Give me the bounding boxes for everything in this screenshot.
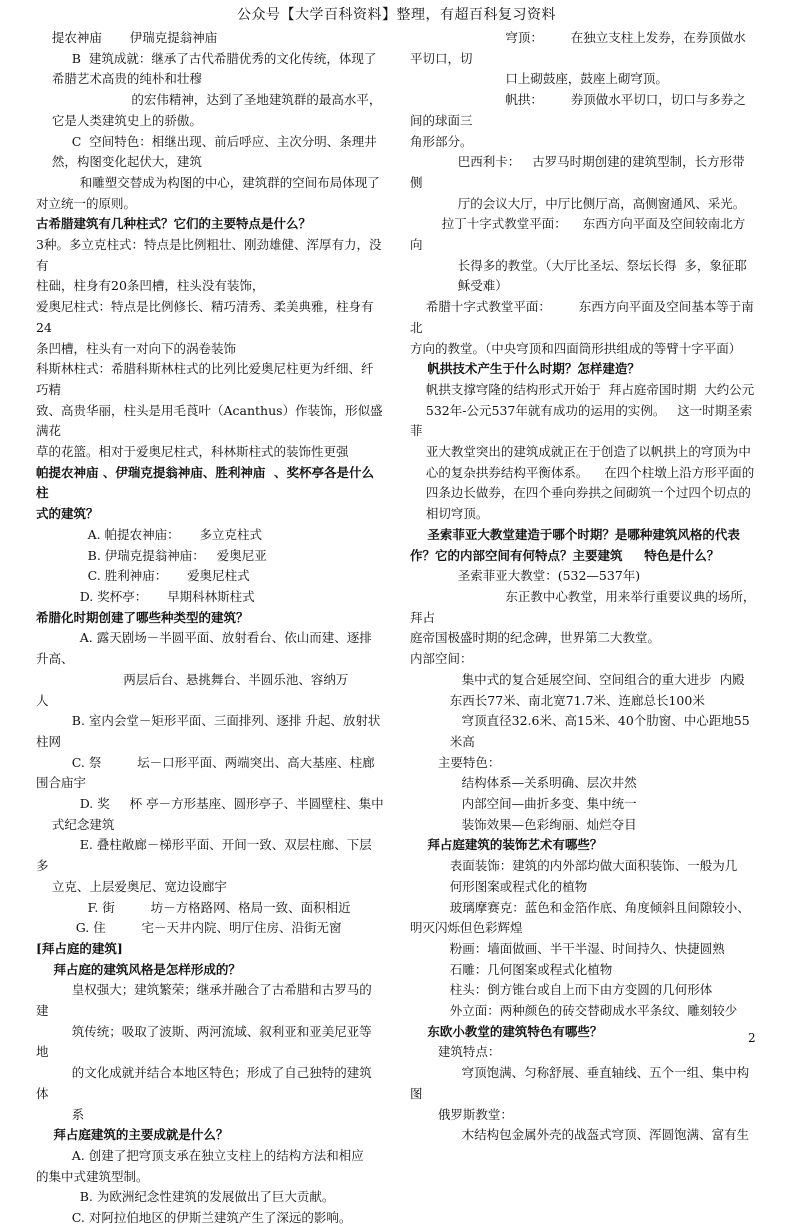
text-line: 长得多的教堂。（大厅比圣坛、祭坛长得 多，象征耶 (410, 257, 747, 273)
text-line: 何形图案或程式化的植物 (410, 878, 588, 894)
text-line: 围合庙宇 (36, 775, 87, 791)
text-line: 帆拱支撑穹隆的结构形式开始于 拜占庭帝国时期 大约公元 (410, 381, 755, 397)
text-line: 致、高贵华丽，柱头是用毛莨叶（Acanthus）作装饰，形似盛满花 (36, 402, 383, 439)
text-line: A. 露天剧场－半圆平面、放射看台、依山而建、逐排升高、 (36, 630, 372, 667)
text-line: 图 (410, 1085, 423, 1101)
text-line: 圣索菲亚大教堂：(532—537年) (410, 568, 641, 584)
text-line: 玻璃摩赛克：蓝色和金箔作底、角度倾斜且间隙较小、 (410, 899, 750, 915)
text-line: 立克、上层爱奥尼、宽边设廊宇 (36, 878, 227, 894)
section-heading: 帕提农神庙 、伊瑞克提翁神庙、胜利神庙 、奖杯亭各是什么柱 (36, 464, 375, 501)
text-line: 心的复杂拱券结构平衡体系。 在四个柱墩上沿方形平面的 (410, 464, 755, 480)
section-heading: 圣索菲亚大教堂建造于哪个时期？是哪种建筑风格的代表 (410, 526, 740, 542)
text-line: D. 奖杯亭： 早期科林斯柱式 (36, 588, 255, 604)
text-line: 的文化成就并结合本地区特色；形成了自己独特的建筑体 (36, 1065, 372, 1101)
section-heading: 式的建筑？ (36, 506, 99, 522)
text-line: 口上砌鼓座，鼓座上砌穹顶。 (410, 71, 668, 87)
text-line: 石雕：几何图案或程式化植物 (410, 961, 613, 977)
text-line: 建筑特点： (410, 1044, 501, 1060)
text-line: 相切穹顶。 (410, 506, 489, 522)
text-line: A. 创建了把穹顶支承在独立支柱上的结构方法和相应 (36, 1147, 364, 1163)
text-line: F. 街 坊－方格路网、格局一致、面积相近 (36, 899, 351, 915)
text-line: 人 (36, 692, 49, 708)
text-line: C. 对阿拉伯地区的伊斯兰建筑产生了深远的影响。 (36, 1210, 352, 1226)
text-line: 的宏伟精神，达到了圣地建筑群的最高水平， (36, 92, 382, 108)
text-line: 表面装饰：建筑的内外部均做大面积装饰、一般为几 (410, 858, 738, 874)
section-heading: 希腊化时期创建了哪些种类型的建筑？ (36, 609, 249, 625)
section-heading: 拜占庭的建筑风格是怎样形成的？ (36, 961, 241, 977)
text-line: 皇权强大；建筑繁荣；继承并融合了古希腊和古罗马的建 (36, 982, 372, 1019)
text-line: 式纪念建筑 (36, 816, 115, 832)
text-line: 粉画：墙面做画、半干半湿、时间持久、快捷圆熟 (410, 940, 725, 956)
text-line: D. 奖 杯 亭－方形基座、圆形亭子、半圆壁柱、集中 (36, 796, 384, 812)
text-line: 草的花篮。相对于爱奥尼柱式，科林斯柱式的装饰性更强 (36, 444, 349, 460)
text-line: 木结构包金属外壳的战盔式穹顶、浑圆饱满、富有生 (410, 1127, 750, 1143)
text-line: 米高 (410, 733, 475, 749)
text-line: 希腊艺术高贵的纯朴和壮穆 (36, 71, 202, 87)
text-line: 角形部分。 (410, 133, 473, 149)
text-line: 装饰效果—色彩绚丽、灿烂夺目 (410, 816, 637, 832)
text-line: 穹顶饱满、匀称舒展、垂直轴线、五个一组、集中构 (410, 1065, 750, 1081)
text-line: 主要特色： (410, 754, 501, 770)
text-line: 条凹槽，柱头有一对向下的涡卷装饰 (36, 340, 237, 356)
text-line: C. 祭 坛－口形平面、两端突出、高大基座、柱廊 (36, 754, 375, 770)
section-heading: 帆拱技术产生于什么时期？怎样建造？ (410, 361, 640, 377)
section-heading: 作？它的内部空间有何特点？主要建筑 特色是什么？ (410, 547, 720, 563)
text-line: 内部空间—曲折多变、集中统一 (410, 796, 637, 812)
text-line: 柱网 (36, 733, 62, 749)
text-line: 它是人类建筑史上的骄傲。 (36, 112, 202, 128)
right-column (410, 28, 757, 1146)
text-line: 爱奥尼柱式：特点是比例修长、精巧清秀、柔美典雅，柱身有 24 (36, 299, 382, 335)
text-line: B. 室内会堂－矩形平面、三面排列、逐排 升起、放射状 (36, 713, 381, 729)
text-line: B 建筑成就：继承了古代希腊优秀的文化传统，体现了 (36, 50, 377, 66)
text-line: 筑传统；吸取了波斯、两河流域、叙利亚和亚美尼亚等地 (36, 1023, 372, 1060)
section-heading: 东欧小教堂的建筑特色有哪些？ (410, 1023, 603, 1039)
text-line: 系 (36, 1106, 85, 1122)
left-column (36, 28, 384, 1229)
section-heading: [拜占庭的建筑] (36, 940, 123, 956)
text-line: 俄罗斯教堂： (410, 1106, 513, 1122)
text-line: 东西长77米、南北宽71.7米、连廊总长100米 (410, 692, 705, 708)
text-line: 穹顶： 在独立支柱上发券，在券顶做水平切口，切 (410, 30, 746, 66)
text-line: B. 伊瑞克提翁神庙： 爱奥尼亚 (36, 547, 267, 563)
text-line: 两层后台、悬挑舞台、半圆乐池、容纳万 (36, 671, 349, 687)
text-line: 庭帝国极盛时期的纪念碑，世界第二大教堂。 (410, 630, 661, 646)
text-line: 亚大教堂突出的建筑成就正在于创造了以帆拱上的穹顶为中 (410, 444, 751, 460)
text-line: 外立面：两种颜色的砖交替砌成水平条纹、雕刻较少 (410, 1003, 738, 1019)
text-line: 结构体系—关系明确、层次井然 (410, 775, 637, 791)
text-line: 稣受难） (410, 278, 508, 294)
text-line: 帆拱： 券顶做水平切口，切口与多券之间的球面三 (410, 92, 746, 128)
page-header: 公众号【大学百科资料】整理，有超百科复习资料 (237, 7, 556, 23)
text-line: 柱础，柱身有20条凹槽，柱头没有装饰， (36, 278, 265, 294)
text-line: 的集中式建筑型制。 (36, 1168, 149, 1184)
text-line: 柱头：倒方锥台或自上而下由方变圆的几何形体 (410, 982, 713, 998)
text-line: 科斯林柱式：希腊科斯林柱式的比列比爱奥尼柱更为纤细、纤巧精 (36, 361, 374, 397)
text-line: 拉丁十字式教堂平面： 东西方向平面及空间较南北方向 (410, 216, 746, 253)
text-line: 和雕塑交替成为构图的中心，建筑群的空间布局体现了 (36, 174, 380, 190)
text-line: G. 住 宅－天井内院、明厅住房、沿街无窗 (36, 920, 342, 936)
section-heading: 拜占庭建筑的装饰艺术有哪些？ (410, 837, 603, 853)
text-line: 3种。多立克柱式：特点是比例粗壮、刚劲雄健、浑厚有力，没有 (36, 237, 382, 273)
text-line: 希腊十字式教堂平面： 东西方向平面及空间基本等于南北 (410, 299, 754, 335)
section-heading: 古希腊建筑有几种柱式？它们的主要特点是什么？ (36, 216, 312, 232)
text-line: 四条边长做券，在四个垂向券拱之间砌筑一个过四个切点的 (410, 485, 751, 501)
text-line: E. 叠柱敞廊－梯形平面、开间一致、双层柱廊、下层多 (36, 837, 372, 874)
text-line: 532年-公元537年就有成功的运用的实例。 这一时期圣索菲 (410, 402, 753, 439)
text-line: C 空间特色：相继出现、前后呼应、主次分明、条理井 (36, 133, 377, 149)
text-line: 巴西利卡： 古罗马时期创建的建筑型制，长方形带侧 (410, 154, 745, 190)
page-number: 2 (748, 1031, 756, 1045)
text-line: 内部空间： (410, 651, 473, 667)
section-heading: 拜占庭建筑的主要成就是什么？ (36, 1127, 229, 1143)
text-line: 明灭闪烁但色彩辉煌 (410, 920, 523, 936)
text-line: B. 为欧洲纪念性建筑的发展做出了巨大贡献。 (36, 1189, 335, 1205)
text-line: 东正教中心教堂，用来举行重要议典的场所，拜占 (410, 588, 756, 625)
text-line: 然，构图变化起伏大，建筑 (36, 154, 202, 170)
text-line: C. 胜利神庙： 爱奥尼柱式 (36, 568, 250, 584)
text-line: 提农神庙 伊瑞克提翁神庙 (36, 30, 218, 45)
text-line: 对立统一的原则。 (36, 195, 137, 211)
text-line: A. 帕提农神庙： 多立克柱式 (36, 526, 262, 542)
text-line: 集中式的复合延展空间、空间组合的重大进步 内殿 (410, 671, 745, 687)
text-line: 厅的会议大厅，中厅比侧厅高，高侧窗通风、采光。 (410, 195, 746, 211)
text-line: 方向的教堂。（中央穹顶和四面筒形拱组成的等臂十字平面） (410, 340, 742, 356)
text-line: 穹顶直径32.6米、高15米、40个肋窗、中心距地55 (410, 713, 750, 729)
